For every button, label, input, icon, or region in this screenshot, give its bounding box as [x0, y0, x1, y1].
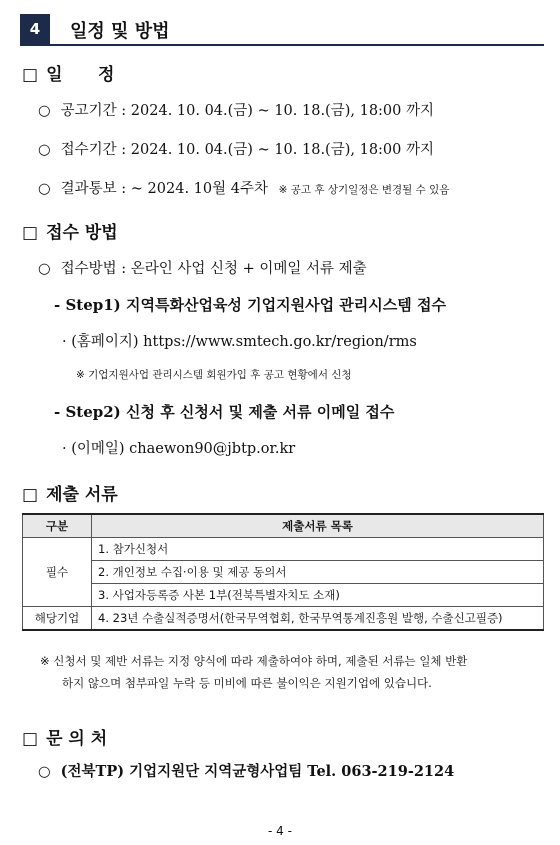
square-bullet-icon: □	[22, 729, 39, 749]
table-row	[23, 584, 544, 607]
contact-heading: □ 문 의 처	[22, 729, 108, 749]
table-cell: 3. 사업자등록증 사본 1부(전북특별자치도 소재)	[92, 584, 544, 607]
circle-bullet-icon: ○	[38, 181, 51, 197]
section-title: 일정 및 방법	[70, 21, 170, 42]
documents-footnote-line1: ※ 신청서 및 제반 서류는 지정 양식에 따라 제출하여야 하며, 제출된 서류는 일체 반환	[40, 654, 468, 668]
contact-info: ○ (전북TP) 기업지원단 지역균형사업팀 Tel. 063-219-2124	[38, 763, 455, 780]
schedule-item-result: ○ 결과통보 : ~ 2024. 10월 4주차 ※ 공고 후 상기일정은 변경될 수 있음	[38, 181, 450, 197]
table-cell: 4. 23년 수출실적증명서(한국무역협회, 한국무역통계진흥원 발행, 수출신고필증)	[92, 607, 544, 631]
table-cell: 1. 참가신청서	[92, 538, 544, 561]
table-header-documents: 제출서류 목록	[92, 514, 544, 538]
table-row	[23, 607, 544, 631]
documents-heading: □ 제출 서류	[22, 485, 118, 505]
section-divider	[20, 44, 544, 46]
schedule-change-note: ※ 공고 후 상기일정은 변경될 수 있음	[278, 184, 450, 196]
step1-text: - Step1) 지역특화산업육성 기업지원사업 관리시스템 접수	[54, 296, 446, 314]
circle-bullet-icon: ○	[38, 103, 51, 119]
step2-text: - Step2) 신청 후 신청서 및 제출 서류 이메일 접수	[54, 403, 395, 421]
documents-footnote-line2: 하지 않으며 첨부파일 누락 등 미비에 따른 불이익은 지원기업에 있습니다.	[62, 676, 432, 690]
circle-bullet-icon: ○	[38, 261, 51, 277]
step1-note: ※ 기업지원사업 관리시스템 회원가입 후 공고 현황에서 신청	[76, 369, 352, 381]
email-link[interactable]: chaewon90@jbtp.or.kr	[129, 441, 296, 457]
square-bullet-icon: □	[22, 223, 39, 243]
step2-email: · (이메일) chaewon90@jbtp.or.kr	[62, 441, 296, 457]
schedule-item-announcement: ○ 공고기간 : 2024. 10. 04.(금) ~ 10. 18.(금), 18:00 까지	[38, 103, 435, 119]
square-bullet-icon: □	[22, 485, 39, 505]
conditional-label: 해당기업	[23, 607, 92, 631]
step1-homepage: · (홈페이지) https://www.smtech.go.kr/region/rms	[62, 334, 417, 350]
square-bullet-icon: □	[22, 65, 39, 85]
circle-bullet-icon: ○	[38, 764, 51, 780]
schedule-heading: □ 일 정	[22, 65, 115, 85]
section-number: 4	[20, 14, 50, 44]
table-header-category: 구분	[23, 514, 92, 538]
documents-table	[22, 513, 544, 631]
circle-bullet-icon: ○	[38, 142, 51, 158]
table-header-row	[23, 514, 544, 538]
page-number: - 4 -	[268, 824, 292, 838]
table-row	[23, 538, 544, 561]
required-label: 필수	[23, 538, 92, 607]
application-heading: □ 접수 방법	[22, 223, 118, 243]
application-method: ○ 접수방법 : 온라인 사업 신청 + 이메일 서류 제출	[38, 261, 367, 277]
table-cell: 2. 개인정보 수집·이용 및 제공 동의서	[92, 561, 544, 584]
table-row	[23, 561, 544, 584]
homepage-link[interactable]: https://www.smtech.go.kr/region/rms	[143, 334, 417, 350]
schedule-item-reception: ○ 접수기간 : 2024. 10. 04.(금) ~ 10. 18.(금), 18:00 까지	[38, 142, 435, 158]
